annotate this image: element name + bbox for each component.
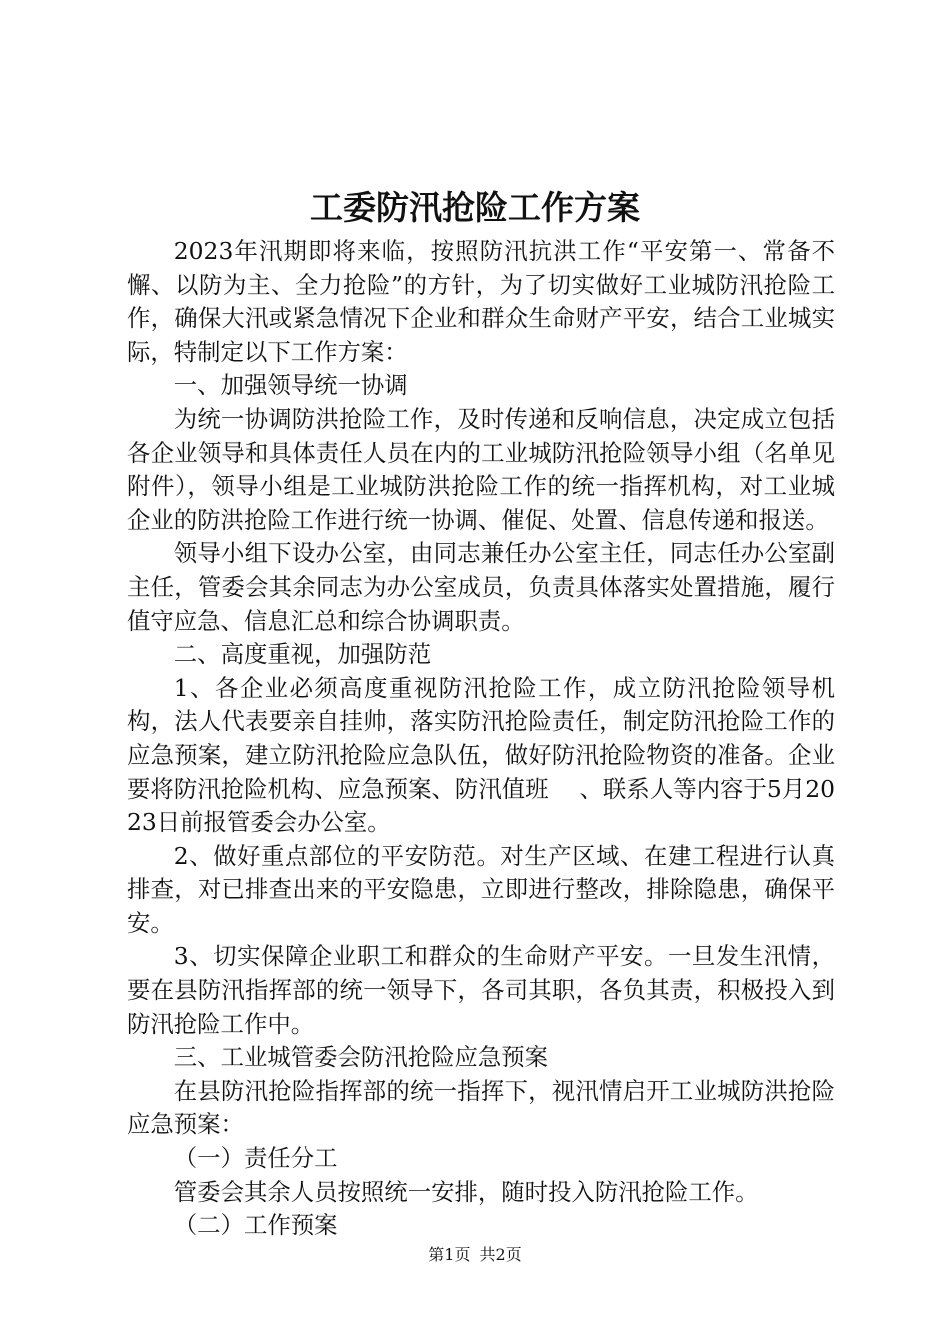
section-heading-2: 二、高度重视，加强防范 bbox=[173, 640, 432, 669]
subsection-heading-2: （二）工作预案 bbox=[173, 1211, 338, 1240]
section-heading-1: 一、加强领导统一协调 bbox=[173, 371, 408, 400]
page-footer bbox=[0, 1243, 950, 1267]
document-title: 工委防汛抢险工作方案 bbox=[310, 188, 640, 227]
page-number: 第1页 bbox=[428, 1245, 471, 1264]
paragraph-item-3: 3、切实保障企业职工和群众的生命财产平安。一旦发生汛情，要在县防汛指挥部的统一领导下，各司其职，各负其责，积极投入到防汛抢险工作中。 bbox=[127, 942, 835, 1038]
paragraph-item-1: 1、各企业必须高度重视防汛抢险工作，成立防汛抢险领导机构，法人代表要亲自挂帅，落实防汛抢险责任，制定防汛抢险工作的应急预案，建立防汛抢险应急队伍，做好防汛抢险物资的准备。企业要将防汛抢险机构、应急预案、防汛值班 、联系人等内容于5月2023日前报管委会办公室。 bbox=[127, 673, 835, 837]
paragraph-office: 领导小组下设办公室，由同志兼任办公室主任，同志任办公室副主任，管委会其余同志为办公室成员，负责具体落实处置措施，履行值守应急、信息汇总和综合协调职责。 bbox=[127, 539, 835, 635]
paragraph-responsibility: 管委会其余人员按照统一安排，随时投入防汛抢险工作。 bbox=[173, 1177, 759, 1206]
paragraph-intro: 2023年汛期即将来临，按照防汛抗洪工作“平安第一、常备不懈、以防为主、全力抢险”的方针，为了切实做好工业城防汛抢险工作，确保大汛或紧急情况下企业和群众生命财产平安，结合工业城实际，特制定以下工作方案： bbox=[127, 237, 835, 366]
document-body bbox=[127, 235, 835, 1243]
paragraph-leadership-group: 为统一协调防洪抢险工作，及时传递和反响信息，决定成立包括各企业领导和具体责任人员在内的工业城防汛抢险领导小组（名单见附件），领导小组是工业城防洪抢险工作的统一指挥机构，对工业城企业的防洪抢险工作进行统一协调、催促、处置、信息传递和报送。 bbox=[127, 404, 835, 534]
section-heading-3: 三、工业城管委会防汛抢险应急预案 bbox=[173, 1043, 549, 1072]
page-total: 共2页 bbox=[479, 1245, 522, 1264]
paragraph-item-2: 2、做好重点部位的平安防范。对生产区域、在建工程进行认真排查，对已排查出来的平安隐患，立即进行整改，排除隐患，确保平安。 bbox=[127, 841, 835, 937]
subsection-heading-1: （一）责任分工 bbox=[173, 1144, 338, 1173]
paragraph-emergency-plan: 在县防汛抢险指挥部的统一指挥下，视汛情启开工业城防洪抢险应急预案： bbox=[127, 1076, 835, 1139]
